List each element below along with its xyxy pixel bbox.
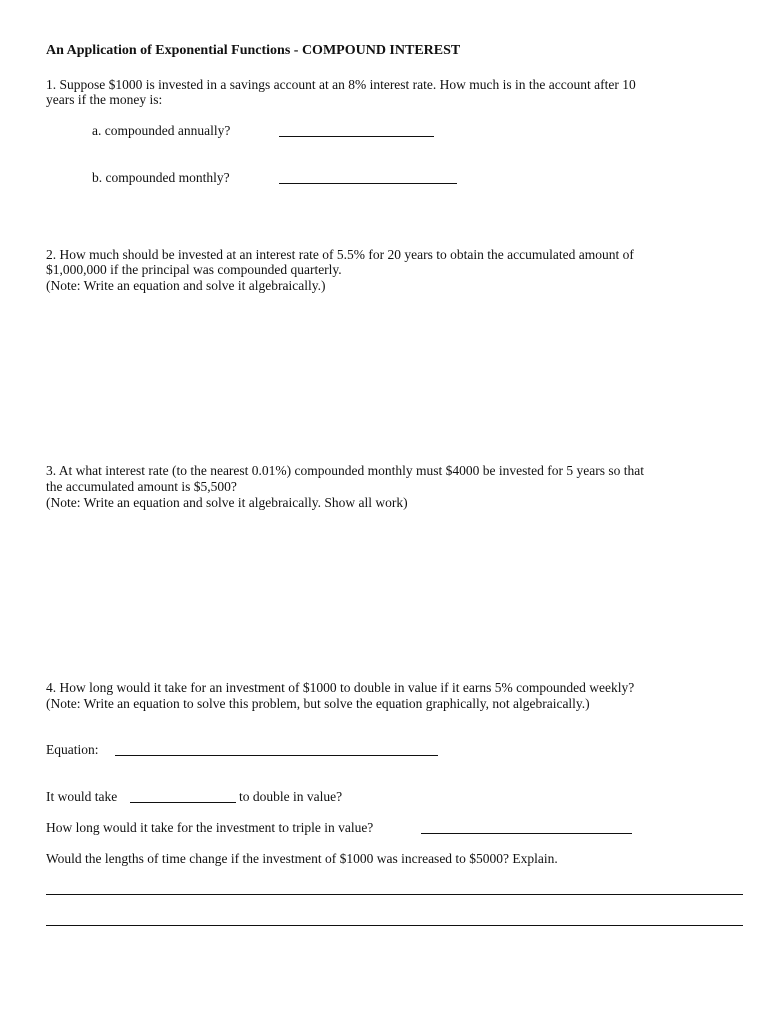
question-1-line-1: 1. Suppose $1000 is invested in a savings account at an 8% interest rate. How much is in the account after 10 [46, 77, 636, 92]
question-3-work-area[interactable] [46, 518, 736, 668]
explain-answer-line-1[interactable] [46, 880, 743, 895]
double-time-suffix: to double in value? [239, 789, 343, 804]
explain-label: Would the lengths of time change if the investment of $1000 was increased to $5000? Explain. [46, 851, 558, 866]
question-1a-answer-blank[interactable] [279, 122, 434, 137]
triple-time-label: How long would it take for the investment to triple in value? [46, 820, 374, 835]
explain-answer-line-2[interactable] [46, 911, 743, 926]
double-time-prefix: It would take [46, 789, 118, 804]
question-3-line-1: 3. At what interest rate (to the nearest 0.01%) compounded monthly must $4000 be invested for 5 years so that [46, 463, 644, 478]
question-1b-answer-blank[interactable] [279, 169, 457, 184]
worksheet-title: An Application of Exponential Functions - COMPOUND INTEREST [46, 43, 461, 58]
question-4-line-1: 4. How long would it take for an investment of $1000 to double in value if it earns 5% compounded weekly? [46, 680, 635, 695]
question-3-line-2: the accumulated amount is $5,500? [46, 479, 237, 494]
equation-label: Equation: [46, 742, 99, 757]
triple-time-answer-blank[interactable] [421, 819, 632, 834]
question-2-work-area[interactable] [46, 300, 736, 450]
question-2-note: (Note: Write an equation and solve it algebraically.) [46, 278, 326, 293]
question-1b-label: b. compounded monthly? [92, 170, 230, 185]
equation-answer-blank[interactable] [115, 741, 438, 756]
question-1a-label: a. compounded annually? [92, 123, 231, 138]
question-1-line-2: years if the money is: [46, 92, 163, 107]
question-2-line-2: $1,000,000 if the principal was compounded quarterly. [46, 262, 342, 277]
question-3-note: (Note: Write an equation and solve it algebraically. Show all work) [46, 495, 408, 510]
question-4-note: (Note: Write an equation to solve this problem, but solve the equation graphically, not algebraically.) [46, 696, 590, 711]
double-time-answer-blank[interactable] [130, 788, 236, 803]
question-2-line-1: 2. How much should be invested at an interest rate of 5.5% for 20 years to obtain the accumulated amount of [46, 247, 634, 262]
